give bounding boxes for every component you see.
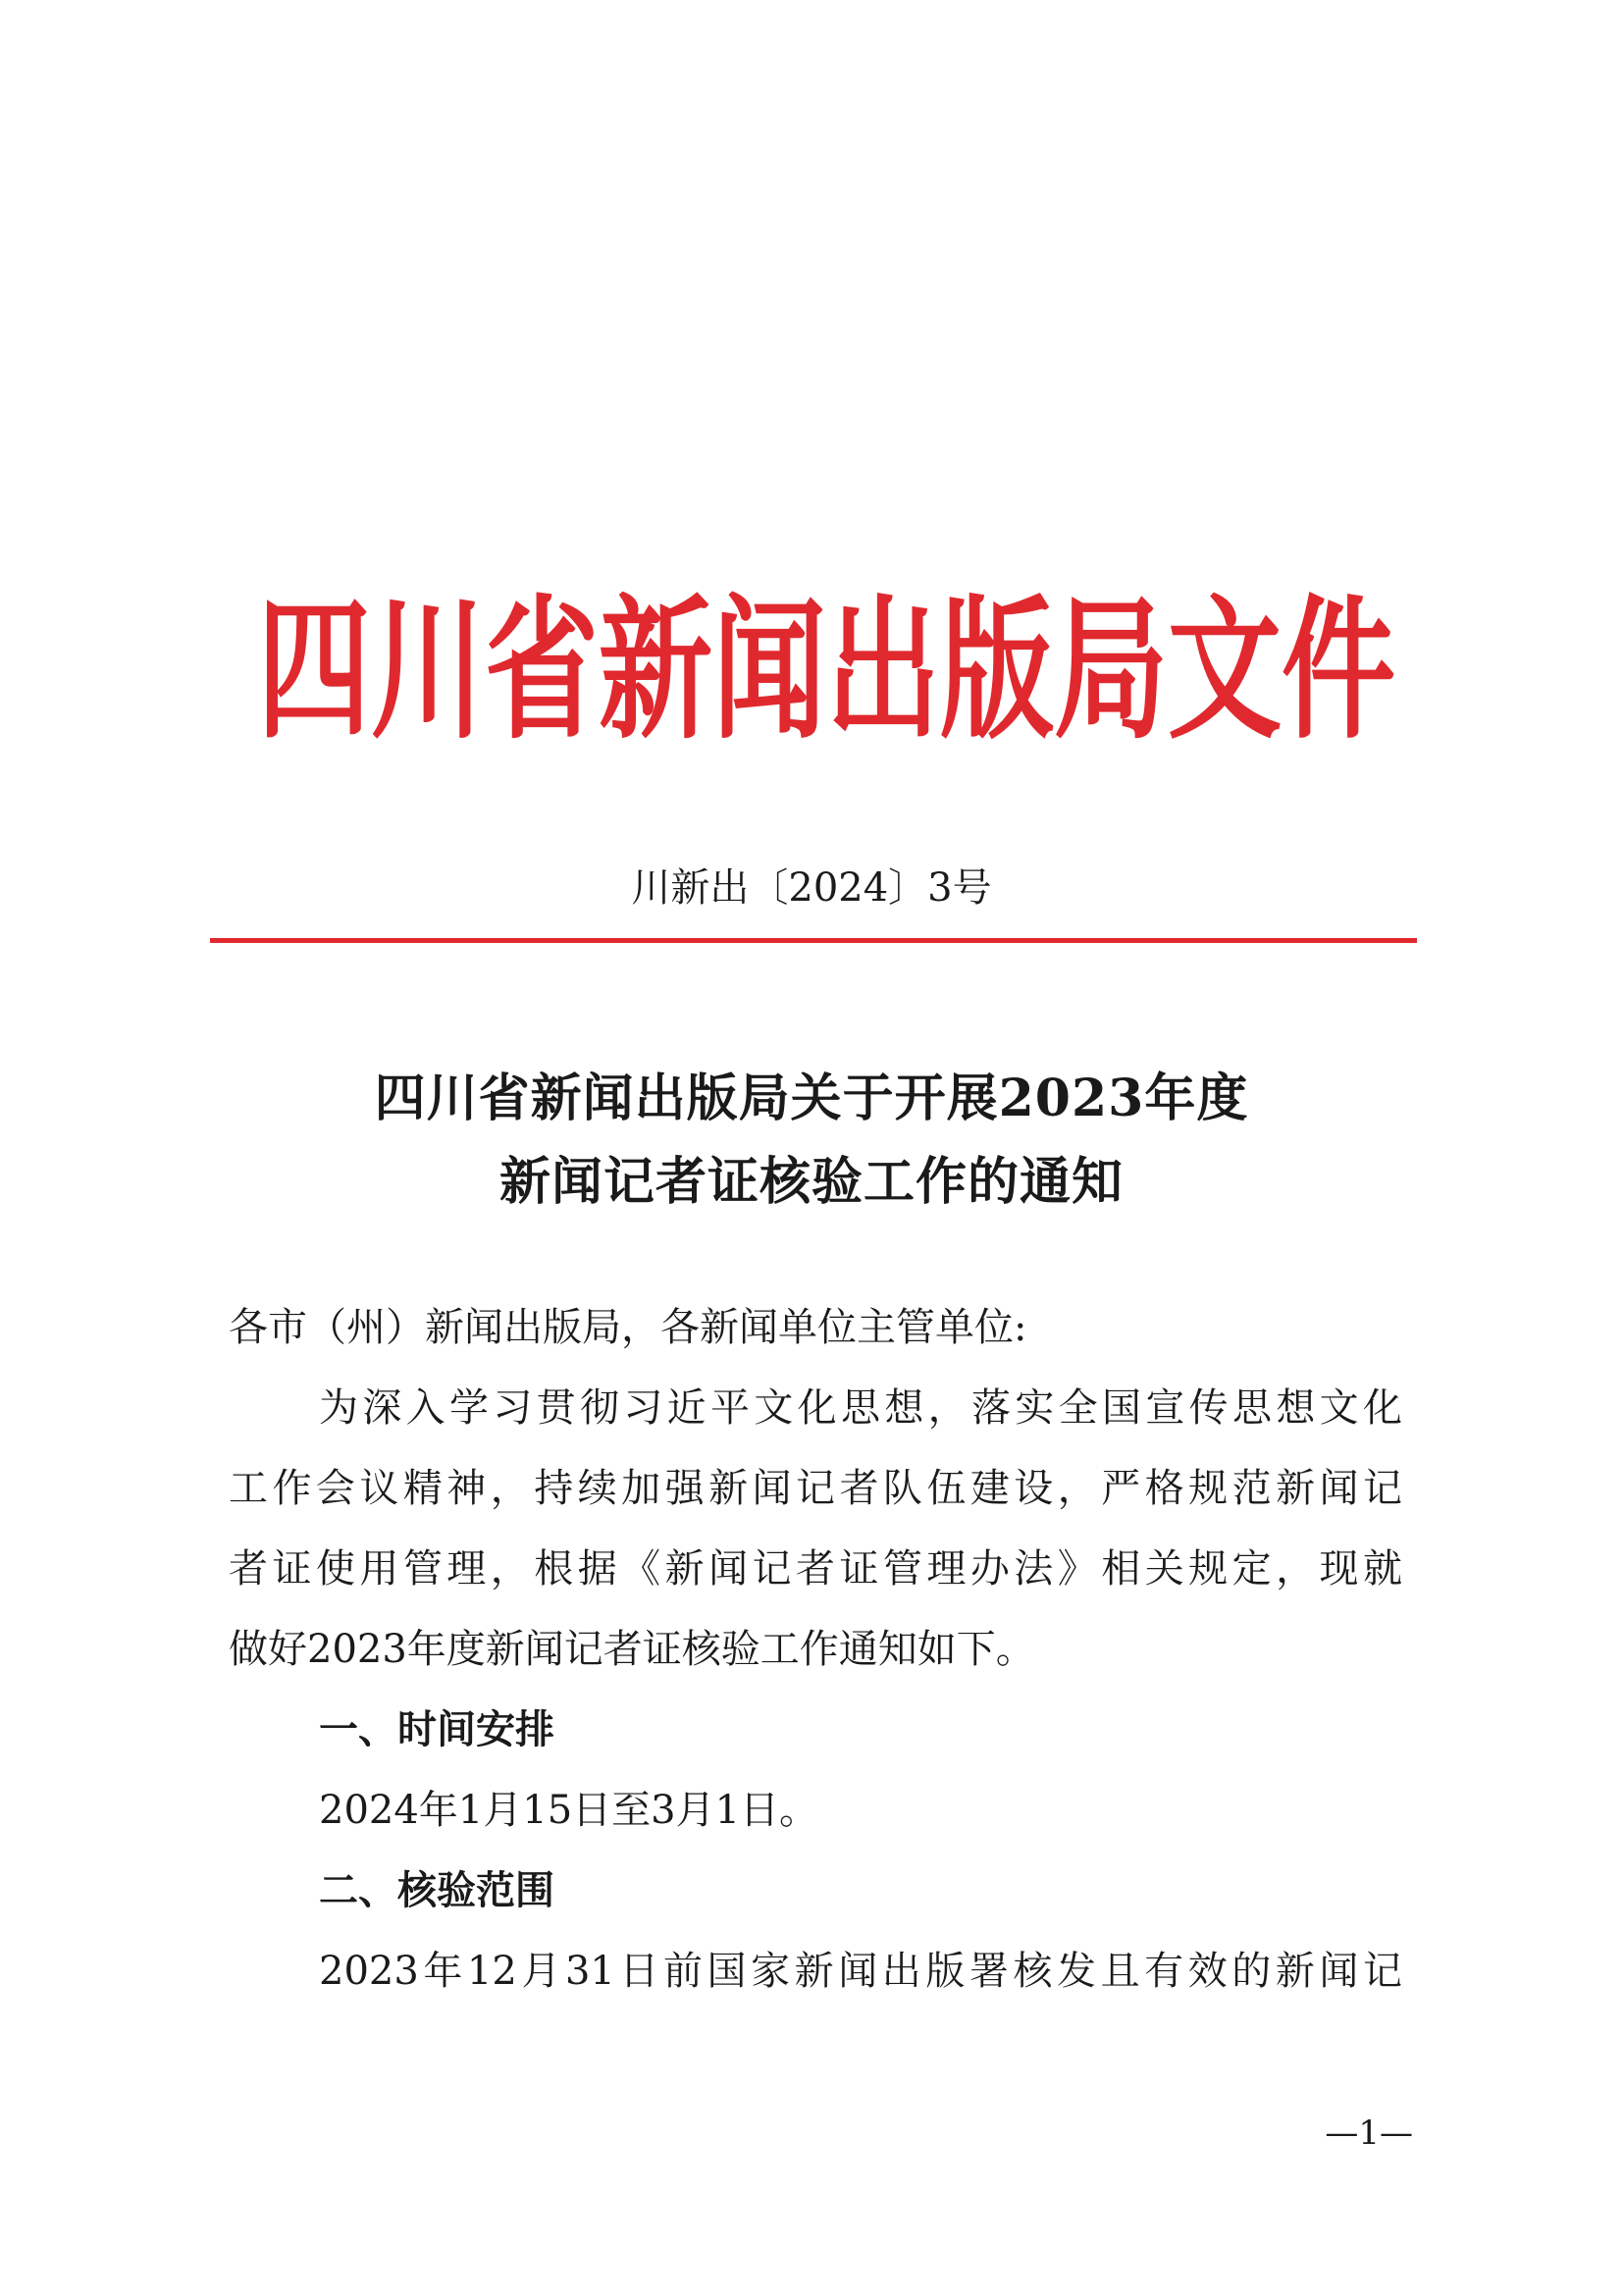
section-text-schedule: 2024年1月15日至3月1日。: [319, 1788, 819, 1833]
document-number: 川新出〔2024〕3号: [631, 865, 992, 911]
notice-title-line-2: 新闻记者证核验工作的通知: [498, 1152, 1124, 1212]
page-number: —1—: [1325, 2113, 1413, 2153]
paragraph-line: 做好2023年度新闻记者证核验工作通知如下。: [229, 1627, 1035, 1672]
section-heading-schedule: 一、时间安排: [319, 1706, 554, 1752]
section-text-scope: 2023年12月31日前国家新闻出版署核发且有效的新闻记: [319, 1949, 1402, 1994]
paragraph-line: 工作会议精神，持续加强新闻记者队伍建设，严格规范新闻记: [229, 1466, 1402, 1511]
section-heading-scope: 二、核验范围: [319, 1867, 554, 1913]
paragraph-line: 为深入学习贯彻习近平文化思想，落实全国宣传思想文化: [319, 1385, 1402, 1431]
paragraph-line: 者证使用管理，根据《新闻记者证管理办法》相关规定，现就: [229, 1546, 1402, 1592]
notice-title-line-1: 四川省新闻出版局关于开展2023年度: [374, 1069, 1249, 1128]
masthead-title: 四川省新闻出版局文件: [257, 580, 1395, 761]
salutation: 各市（州）新闻出版局，各新闻单位主管单位:: [229, 1305, 1027, 1350]
red-divider-line: [210, 938, 1417, 943]
